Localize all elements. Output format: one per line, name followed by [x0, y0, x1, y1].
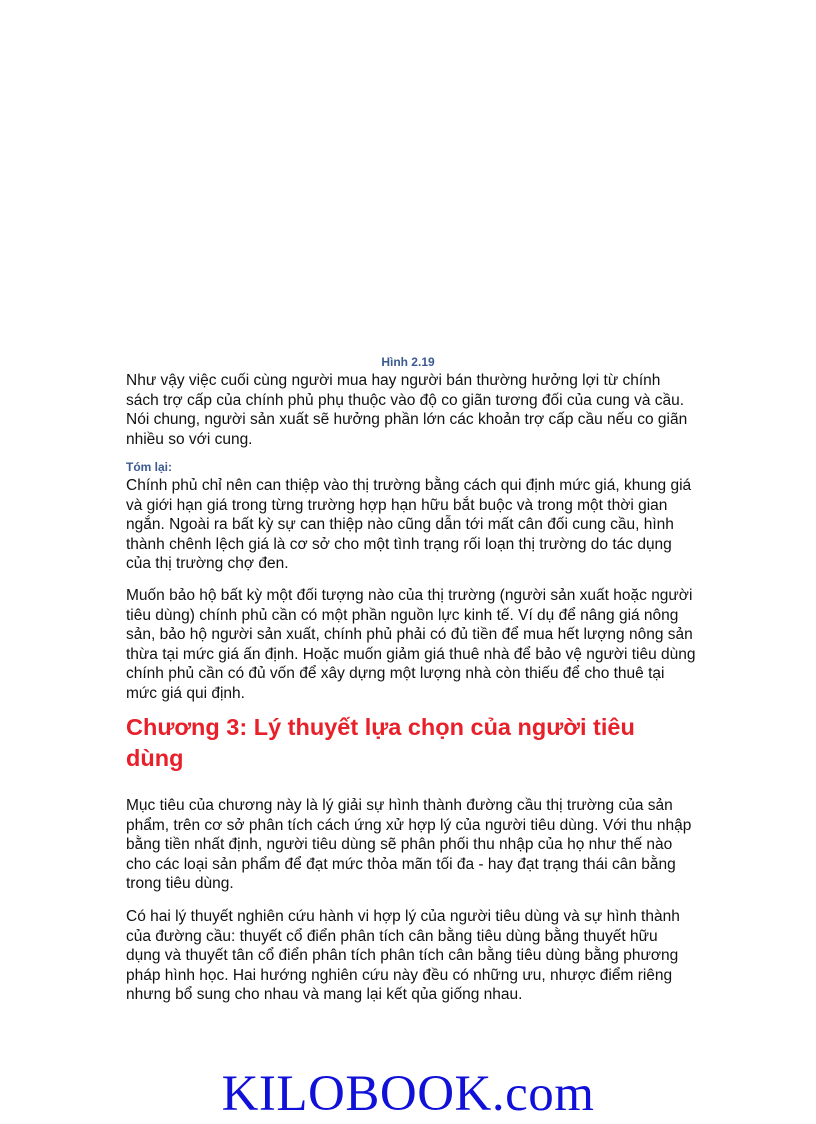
paragraph-subsidy-conclusion: Như vậy việc cuối cùng người mua hay người bán thường hưởng lợi từ chính sách trợ cấp của chính phủ phụ thuộc vào độ co giãn tương đối của cung và cầu. Nói chung, người sản xuất sẽ hưởng phần lớn các khoản trợ cấp cầu nếu co giãn nhiều so với cung. [126, 372, 688, 448]
paragraph-summary: Chính phủ chỉ nên can thiệp vào thị trường bằng cách qui định mức giá, khung giá và giới hạn giá trong từng trường hợp hạn hữu bắt buộc và trong một thời gian ngắn. Ngoài ra bất kỳ sự can thiệp nào cũng dẫn tới mất cân đối cung cầu, hình thành chênh lệch giá là cơ sở cho một tình trạng rối loạn thị trường do tác dụng của thị trường chợ đen. [126, 477, 692, 573]
figure-area [126, 40, 686, 345]
paragraph-two-theories: Có hai lý thuyết nghiên cứu hành vi hợp lý của người tiêu dùng và sự hình thành của đường cầu: thuyết cổ điển phân tích cân bằng tiêu dùng bằng thuyết hữu dụng và thuyết tân cổ điển phân tích phân tích cân bằng tiêu dùng bằng phương pháp hình học. Hai hướng nghiên cứu này đều có những ưu, nhược điểm riêng nhưng bổ sung cho nhau và mang lại kết qủa giống nhau. [126, 908, 680, 1004]
figure-caption: Hình 2.19 [381, 355, 435, 369]
watermark-logo: KILOBOOK.com [221, 1066, 595, 1122]
chapter-heading: Chương 3: Lý thuyết lựa chọn của người tiêu dùng [126, 714, 635, 771]
summary-label: Tóm lại: [126, 460, 173, 474]
paragraph-chapter-objective: Mục tiêu của chương này là lý giải sự hình thành đường cầu thị trường của sản phẩm, trên cơ sở phân tích cách ứng xử hợp lý của người tiêu dùng. Với thu nhập bằng tiền nhất định, người tiêu dùng sẽ phân phối thu nhập của họ như thế nào cho các loại sản phẩm để đạt mức thỏa mãn tối đa - hay đạt trạng thái cân bằng trong tiêu dùng. [126, 797, 692, 893]
paragraph-protection: Muốn bảo hộ bất kỳ một đối tượng nào của thị trường (người sản xuất hoặc người tiêu dùng) chính phủ cần có một phần nguồn lực kinh tế. Ví dụ để nâng giá nông sản, bảo hộ người sản xuất, chính phủ phải có đủ tiền để mua hết lượng nông sản thừa tại mức giá ấn định. Hoặc muốn giảm giá thuê nhà để bảo vệ người tiêu dùng chính phủ cần có đủ vốn để xây dựng một lượng nhà còn thiếu để cho thuê tại mức giá qui định. [126, 587, 696, 702]
